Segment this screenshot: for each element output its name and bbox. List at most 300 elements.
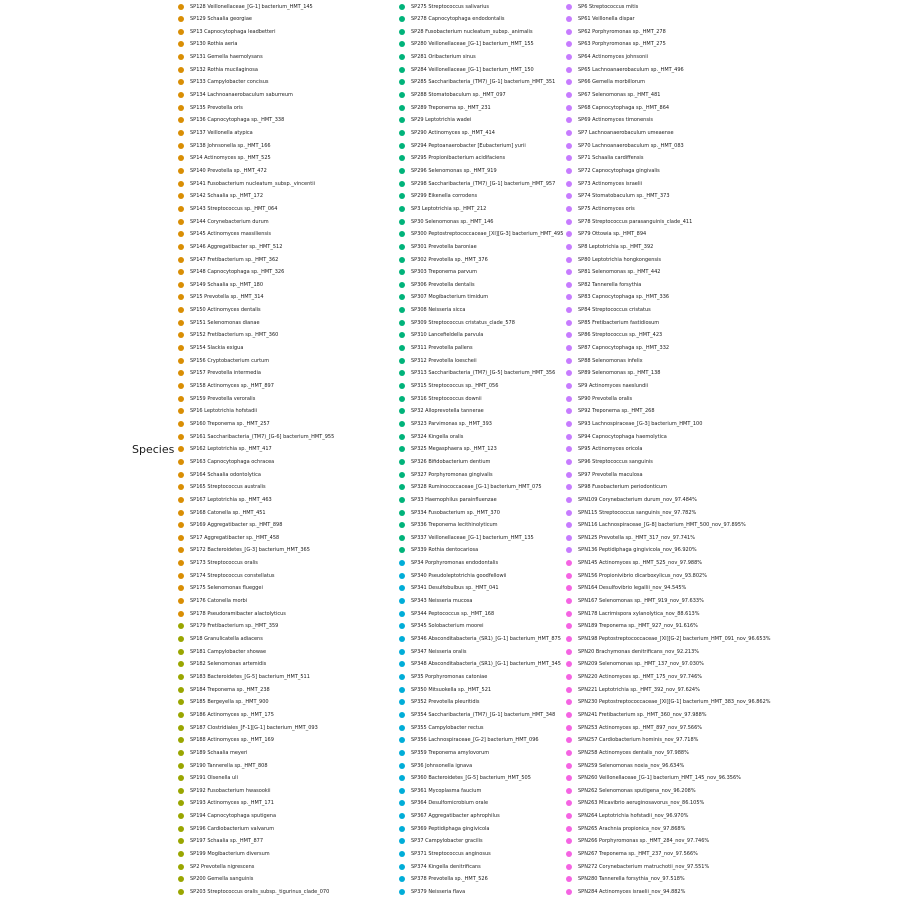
legend-label: SPN198 Peptostreptococcaceae_[XI][G-2] bacterium_HMT_091_nov_96.653% [578,636,771,642]
legend-swatch [178,459,184,465]
legend-swatch [399,826,405,832]
legend-swatch [399,547,405,553]
legend-swatch [566,206,572,212]
legend-swatch [178,484,184,490]
legend-label: SPN178 Lacrimispora xylanolytica_nov_88.613% [578,610,700,617]
legend-swatch [566,889,572,895]
legend-label: SPN109 Corynebacterium durum_nov_97.484% [578,496,697,503]
legend-label: SP95 Actinomyces oricola [578,446,643,453]
legend-swatch [566,573,572,579]
legend-label: SP66 Gemella morbillorum [578,79,645,86]
legend-label: SPN253 Actinomyces sp._HMT_897_nov_97.566% [578,724,703,731]
legend-label: SP294 Peptoanaerobacter [Eubacterium] yurii [411,142,526,149]
legend-label: SP154 Slackia exigua [190,345,244,352]
legend-label: SP80 Leptotrichia hongkongensis [578,256,662,263]
legend-label: SP343 Neisseria mucosa [411,598,473,605]
legend-label: SP3 Leptotrichia sp._HMT_212 [411,205,487,212]
legend-swatch [566,16,572,22]
legend-swatch [178,598,184,604]
legend-swatch [399,257,405,263]
legend-swatch [178,332,184,338]
legend-swatch [566,826,572,832]
legend-swatch [399,219,405,225]
legend-swatch [399,851,405,857]
legend-swatch [566,699,572,705]
legend-swatch [178,29,184,35]
legend-swatch [399,510,405,516]
legend-swatch [566,41,572,47]
legend-label: SP194 Capnocytophaga sputigena [190,813,277,820]
legend-label: SPN230 Peptostreptococcaceae_[XI][G-1] bacterium_HMT_383_nov_96.862% [578,699,771,706]
legend-label: SP137 Veillonella atypica [190,130,253,136]
legend-swatch [178,699,184,705]
legend-swatch [566,788,572,794]
legend-label: SP65 Lachnoanaerobaculum sp._HMT_496 [578,66,684,73]
legend-swatch [566,838,572,844]
legend-label: SPN259 Selenomonas noxia_nov_96.634% [578,762,685,769]
legend-label: SP2 Prevotella nigrescens [190,863,255,870]
legend-label: SPN20 Brachymonas denitrificans_nov_92.213% [578,648,700,655]
legend-swatch [566,864,572,870]
legend-label: SPN260 Veillonellaceae_[G-1] bacterium_HMT_145_nov_96.356% [578,775,741,782]
legend-label: SP81 Selenomonas sp._HMT_442 [578,269,661,276]
legend-swatch [399,117,405,123]
legend-swatch [178,446,184,452]
legend-label: SP303 Treponema parvum [411,269,477,276]
legend-label: SP167 Leptotrichia sp._HMT_463 [190,496,272,503]
legend-label: SPN267 Treponema sp._HMT_237_nov_97.566% [578,851,698,858]
legend-label: SP345 Solobacterium moorei [411,623,484,630]
legend-swatch [399,434,405,440]
legend-label: SP145 Actinomyces massiliensis [190,231,271,238]
legend-swatch [178,725,184,731]
legend-label: SP300 Peptostreptococcaceae_[XI][G-3] bacterium_HMT_495 [411,231,564,238]
legend-swatch [399,92,405,98]
legend-label: SP354 Saccharibacteria_(TM7)_[G-1] bacterium_HMT_348 [411,711,556,718]
legend-swatch [399,611,405,617]
legend-label: SP14 Actinomyces sp._HMT_525 [190,155,271,162]
legend-label: SP87 Capnocytophaga sp._HMT_332 [578,345,670,352]
legend-swatch [399,193,405,199]
legend-swatch [178,16,184,22]
legend-swatch [566,396,572,402]
legend-label: SP30 Selenomonas sp._HMT_146 [411,218,494,225]
legend-swatch [178,712,184,718]
legend-label: SP141 Fusobacterium nucleatum_subsp._vincentii [190,180,316,187]
legend-swatch [399,396,405,402]
legend-swatch [178,206,184,212]
legend-label: SP298 Saccharibacteria_(TM7)_[G-1] bacterium_HMT_957 [411,180,556,187]
legend-swatch [399,725,405,731]
legend-swatch [566,737,572,743]
legend-swatch [566,294,572,300]
legend-swatch [178,231,184,237]
legend-swatch [566,408,572,414]
legend-label: SP369 Peptidiphaga gingivicola [411,825,490,832]
legend-label: SP302 Prevotella sp._HMT_376 [411,256,488,263]
legend-label: SP61 Veillonella dispar [578,16,635,23]
legend-label: SP146 Aggregatibacter sp._HMT_512 [190,243,283,250]
legend-label: SPN156 Propionivibrio dicarboxylicus_nov_93.802% [578,572,707,579]
legend-label: SP72 Capnocytophaga gingivalis [578,167,660,174]
legend-swatch [399,370,405,376]
legend-label: SP83 Capnocytophaga sp._HMT_336 [578,294,670,301]
legend-swatch [566,29,572,35]
legend-swatch [178,143,184,149]
legend-label: SP284 Veillonellaceae_[G-1] bacterium_HMT_150 [411,66,534,73]
legend-swatch [566,282,572,288]
legend-label: SPN241 Fretibacterium sp._HMT_360_nov_97.988% [578,711,707,718]
legend-label: SP187 Clostridiales_[F-1][G-1] bacterium_HMT_093 [190,724,318,731]
legend-label: SP192 Fusobacterium hwasookii [190,787,271,794]
legend-swatch [566,92,572,98]
legend-swatch [178,383,184,389]
legend-label: SP73 Actinomyces israelii [578,180,643,187]
legend-swatch [178,130,184,136]
legend-swatch [566,155,572,161]
legend-label: SP140 Prevotella sp._HMT_472 [190,167,267,174]
legend-label: SP334 Fusobacterium sp._HMT_370 [411,509,500,516]
legend-label: SP278 Capnocytophaga endodontalis [411,16,505,23]
legend-label: SPN258 Actinomyces dentalis_nov_97.988% [578,749,689,756]
legend-label: SP138 Johnsonella sp._HMT_166 [190,142,271,149]
legend-swatch [566,370,572,376]
legend-label: SP15 Prevotella sp._HMT_314 [190,294,264,301]
legend-swatch [399,421,405,427]
legend-label: SPN189 Treponema sp._HMT_927_nov_91.616% [578,623,698,630]
legend-label: SP348 Absconditabacteria_(SR1)_[G-1] bacterium_HMT_345 [411,661,561,668]
legend-label: SP160 Treponema sp._HMT_257 [190,420,270,427]
legend-label: SP82 Tannerella forsythia [578,281,642,288]
legend-label: SP174 Streptococcus constellatus [190,572,275,579]
legend-label: SP129 Schaalia georgiae [190,16,252,23]
legend-swatch [178,788,184,794]
legend-label: SP163 Capnocytophaga ochracea [190,458,275,465]
legend-label: SP378 Prevotella sp._HMT_526 [411,876,488,883]
legend-swatch [566,54,572,60]
legend-label: SP336 Treponema lecithinolyticum [411,522,498,529]
legend-swatch [178,244,184,250]
legend-label: SP323 Parvimonas sp._HMT_393 [411,420,492,427]
legend-swatch [399,332,405,338]
legend-label: SP285 Saccharibacteria_(TM7)_[G-1] bacterium_HMT_351 [411,79,556,86]
legend-swatch [566,143,572,149]
legend-swatch [566,535,572,541]
legend-label: SP162 Leptotrichia sp._HMT_417 [190,446,272,453]
legend-swatch [566,130,572,136]
legend-label: SP92 Treponema sp._HMT_268 [578,408,655,415]
legend-swatch [566,560,572,566]
legend-label: SP68 Capnocytophaga sp._HMT_864 [578,104,670,111]
legend-swatch [399,750,405,756]
legend-swatch [566,851,572,857]
legend-swatch [399,674,405,680]
legend-label: SP199 Mogibacterium diversum [190,851,270,858]
legend-swatch [178,623,184,629]
legend-swatch [566,67,572,73]
legend-swatch [399,181,405,187]
legend-swatch [178,864,184,870]
legend-label: SP96 Streptococcus sanguinis [578,458,653,465]
legend-swatch [399,687,405,693]
legend-swatch [178,661,184,667]
legend-label: SP315 Streptococcus sp._HMT_056 [411,383,499,389]
legend-label: SP148 Capnocytophaga sp._HMT_326 [190,269,285,276]
legend-label: SP191 Olsenella uli [190,775,238,782]
legend-swatch [178,345,184,351]
legend-swatch [566,269,572,275]
legend-swatch [566,358,572,364]
legend-label: SP70 Lachnoanaerobaculum sp._HMT_083 [578,142,684,149]
legend-swatch [566,181,572,187]
legend-label: SP29 Leptotrichia wadei [411,117,472,124]
legend-label: SP90 Prevotella oralis [578,395,633,402]
legend-swatch [178,636,184,642]
legend-swatch [178,876,184,882]
legend-label: SPN209 Selenomonas sp._HMT_137_nov_97.030% [578,661,704,668]
legend-label: SP193 Actinomyces sp._HMT_171 [190,800,274,807]
legend-label: SP169 Aggregatibacter sp._HMT_898 [190,522,283,529]
legend-swatch [178,535,184,541]
legend-swatch [399,54,405,60]
legend-label: SPN284 Actinomyces israelii_nov_94.882% [578,889,686,895]
legend-label: SP147 Fretibacterium sp._HMT_362 [190,256,279,263]
legend-swatch [566,674,572,680]
legend-label: SP306 Prevotella dentalis [411,281,475,288]
legend-label: SP142 Schaalia sp._HMT_172 [190,193,264,200]
legend-swatch [566,510,572,516]
legend-label: SP97 Prevotella maculosa [578,471,643,478]
legend-label: SP17 Aggregatibacter sp._HMT_458 [190,534,280,541]
legend-label: SPN115 Streptococcus sanguinis_nov_97.782% [578,509,697,516]
legend-swatch [178,67,184,73]
legend-swatch [399,800,405,806]
legend-swatch [399,16,405,22]
legend-label: SP344 Peptococcus sp._HMT_168 [411,610,495,617]
legend-title: Species [132,443,175,456]
legend-swatch [178,573,184,579]
legend-label: SP136 Capnocytophaga sp._HMT_338 [190,117,285,124]
legend-swatch [566,876,572,882]
legend-swatch [566,472,572,478]
legend-swatch [566,168,572,174]
legend-label: SP367 Aggregatibacter aphrophilus [411,813,500,820]
legend-label: SP299 Eikenella corrodens [411,193,478,200]
legend-label: SP173 Streptococcus oralis [190,560,258,567]
legend-swatch [566,725,572,731]
legend-swatch [399,168,405,174]
legend-swatch [178,889,184,895]
legend-swatch [566,750,572,756]
legend-swatch [566,257,572,263]
legend-swatch [566,117,572,123]
legend-label: SP143 Streptococcus sp._HMT_064 [190,205,278,212]
legend-swatch [178,687,184,693]
legend-label: SP165 Streptococcus australis [190,484,266,491]
legend-swatch [399,598,405,604]
legend-label: SP6 Streptococcus mitis [578,3,639,10]
legend-swatch [399,661,405,667]
legend-label: SP176 Catonella morbi [190,598,248,605]
legend-swatch [566,383,572,389]
legend-label: SPN280 Tannerella forsythia_nov_97.518% [578,876,685,883]
legend-label: SPN265 Arachnia propionica_nov_97.868% [578,825,686,832]
legend-label: SP13 Capnocytophaga leadbetteri [190,28,276,35]
legend-swatch [399,573,405,579]
legend-swatch [399,294,405,300]
legend-label: SP326 Bifidobacterium dentium [411,458,491,465]
legend-swatch [399,307,405,313]
legend-swatch [178,510,184,516]
legend-label: SP33 Haemophilus parainfluenzae [411,496,497,503]
legend-label: SP159 Prevotella veroralis [190,395,256,402]
legend-label: SP364 Desulfomicrobium orale [411,800,489,807]
legend-swatch [399,345,405,351]
legend-swatch [399,459,405,465]
legend-label: SP182 Selenomonas artemidis [190,661,267,668]
legend-swatch [178,408,184,414]
legend-label: SP150 Actinomyces dentalis [190,307,261,314]
legend-label: SP361 Mycoplasma faucium [411,787,482,794]
legend-swatch [178,358,184,364]
legend-label: SPN145 Actinomyces sp._HMT_525_nov_97.988% [578,560,703,567]
legend-label: SP327 Porphyromonas gingivalis [411,471,493,478]
legend-swatch [566,712,572,718]
legend-label: SP360 Bacteroidetes_[G-5] bacterium_HMT_505 [411,775,531,782]
legend-label: SPN164 Desulfovibrio legallii_nov_94.545% [578,585,687,592]
legend-swatch [566,497,572,503]
legend-swatch [178,497,184,503]
legend-swatch [399,876,405,882]
legend-swatch [566,636,572,642]
legend-swatch [566,421,572,427]
legend-swatch [178,117,184,123]
legend-swatch [399,269,405,275]
legend-label: SP67 Selenomonas sp._HMT_481 [578,92,661,99]
legend-label: SP350 Mitsuokella sp._HMT_521 [411,686,492,693]
legend-swatch [399,838,405,844]
legend-label: SP181 Campylobacter showae [190,648,267,655]
legend-swatch [178,219,184,225]
legend-swatch [566,307,572,313]
legend-label: SP75 Actinomyces oris [578,205,635,212]
legend-swatch [399,864,405,870]
legend-swatch [566,800,572,806]
legend-swatch [178,585,184,591]
legend-label: SP275 Streptococcus salivarius [411,3,490,10]
legend-swatch [399,699,405,705]
legend-label: SP157 Prevotella intermedia [190,370,261,377]
legend-swatch [178,269,184,275]
legend-label: SP35 Porphyromonas catoniae [411,673,488,680]
legend-swatch [399,41,405,47]
legend-label: SPN257 Cardiobacterium hominis_nov_97.718% [578,737,699,744]
legend-swatch [178,282,184,288]
legend-label: SP93 Lachnospiraceae_[G-3] bacterium_HMT_100 [578,420,703,427]
legend-label: SP94 Capnocytophaga haemolytica [578,433,667,440]
legend-swatch [566,649,572,655]
legend-swatch [178,155,184,161]
legend-swatch [399,231,405,237]
legend-swatch [566,345,572,351]
legend-swatch [566,231,572,237]
legend-swatch [399,560,405,566]
legend-swatch [399,206,405,212]
legend-swatch [399,712,405,718]
legend-swatch [178,41,184,47]
legend-label: SP341 Desulfobulbus sp._HMT_041 [411,585,499,592]
legend-label: SP288 Stomatobaculum sp._HMT_097 [411,92,506,99]
legend-label: SP289 Treponema sp._HMT_231 [411,104,491,111]
legend-label: SP168 Catonella sp._HMT_451 [190,509,266,516]
legend-swatch [399,105,405,111]
legend-swatch [566,4,572,10]
legend-swatch [178,851,184,857]
legend-swatch [399,143,405,149]
legend-label: SP85 Fretibacterium fastidiosum [578,319,660,326]
legend-swatch [399,383,405,389]
legend-swatch [178,472,184,478]
legend-label: SP352 Prevotella pleuritidis [411,699,480,706]
legend-label: SPN263 Micavibrio aeruginosavorus_nov_86.105% [578,800,705,807]
legend-label: SP313 Saccharibacteria_(TM7)_[G-5] bacterium_HMT_356 [411,370,556,377]
legend-label: SPN264 Leptotrichia hofstadii_nov_96.970% [578,813,689,820]
legend-label: SP18 Granulicatella adiacens [190,636,263,642]
legend-swatch [178,737,184,743]
legend-swatch [178,168,184,174]
legend-label: SP128 Veillonellaceae_[G-1] bacterium_HMT_145 [190,3,313,10]
legend-label: SP161 Saccharibacteria_(TM7)_[G-6] bacterium_HMT_955 [190,433,335,440]
legend-label: SP156 Cryptobacterium curtum [190,357,270,364]
legend-swatch [178,547,184,553]
legend-label: SP16 Leptotrichia hofstadii [190,408,258,415]
legend-label: SP7 Lachnoanaerobaculum umeaense [578,130,674,136]
legend-label: SP9 Actinomyces naeslundii [578,383,649,389]
legend-swatch [399,358,405,364]
legend-swatch [399,484,405,490]
legend-swatch [399,472,405,478]
legend-label: SPN262 Selenomonas sputigena_nov_96.208% [578,787,696,794]
legend-label: SP36 Johnsonella ignava [411,762,473,769]
legend-label: SP203 Streptococcus oralis_subsp._tigurinus_clade_070 [190,889,330,895]
legend-swatch [566,623,572,629]
legend-label: SP130 Rothia aeria [190,41,238,48]
legend-swatch [178,421,184,427]
legend-swatch [566,320,572,326]
legend-label: SP196 Cardiobacterium valvarum [190,825,275,832]
legend-label: SP309 Streptococcus cristatus_clade_578 [411,319,515,326]
legend-swatch [399,67,405,73]
legend-swatch [178,320,184,326]
legend-label: SP152 Fretibacterium sp._HMT_360 [190,332,279,339]
legend-label: SP144 Corynebacterium durum [190,218,269,225]
legend-swatch [566,547,572,553]
legend-swatch [178,4,184,10]
legend-swatch [399,788,405,794]
legend-label: SP347 Neisseria oralis [411,648,467,655]
legend-label: SP64 Actinomyces johnsonii [578,54,649,61]
legend-swatch [178,800,184,806]
legend-label: SP179 Fretibacterium sp._HMT_359 [190,623,279,630]
legend-label: SP337 Veillonellaceae_[G-1] bacterium_HMT_135 [411,534,534,541]
legend-label: SP151 Selenomonas dianae [190,319,260,326]
legend-label: SP280 Veillonellaceae_[G-1] bacterium_HMT_155 [411,41,534,48]
legend-label: SP316 Streptococcus downii [411,395,482,402]
legend-swatch [178,294,184,300]
legend-label: SP131 Gemella haemolysans [190,54,263,61]
legend-swatch [566,611,572,617]
legend-label: SP184 Treponema sp._HMT_238 [190,686,270,693]
